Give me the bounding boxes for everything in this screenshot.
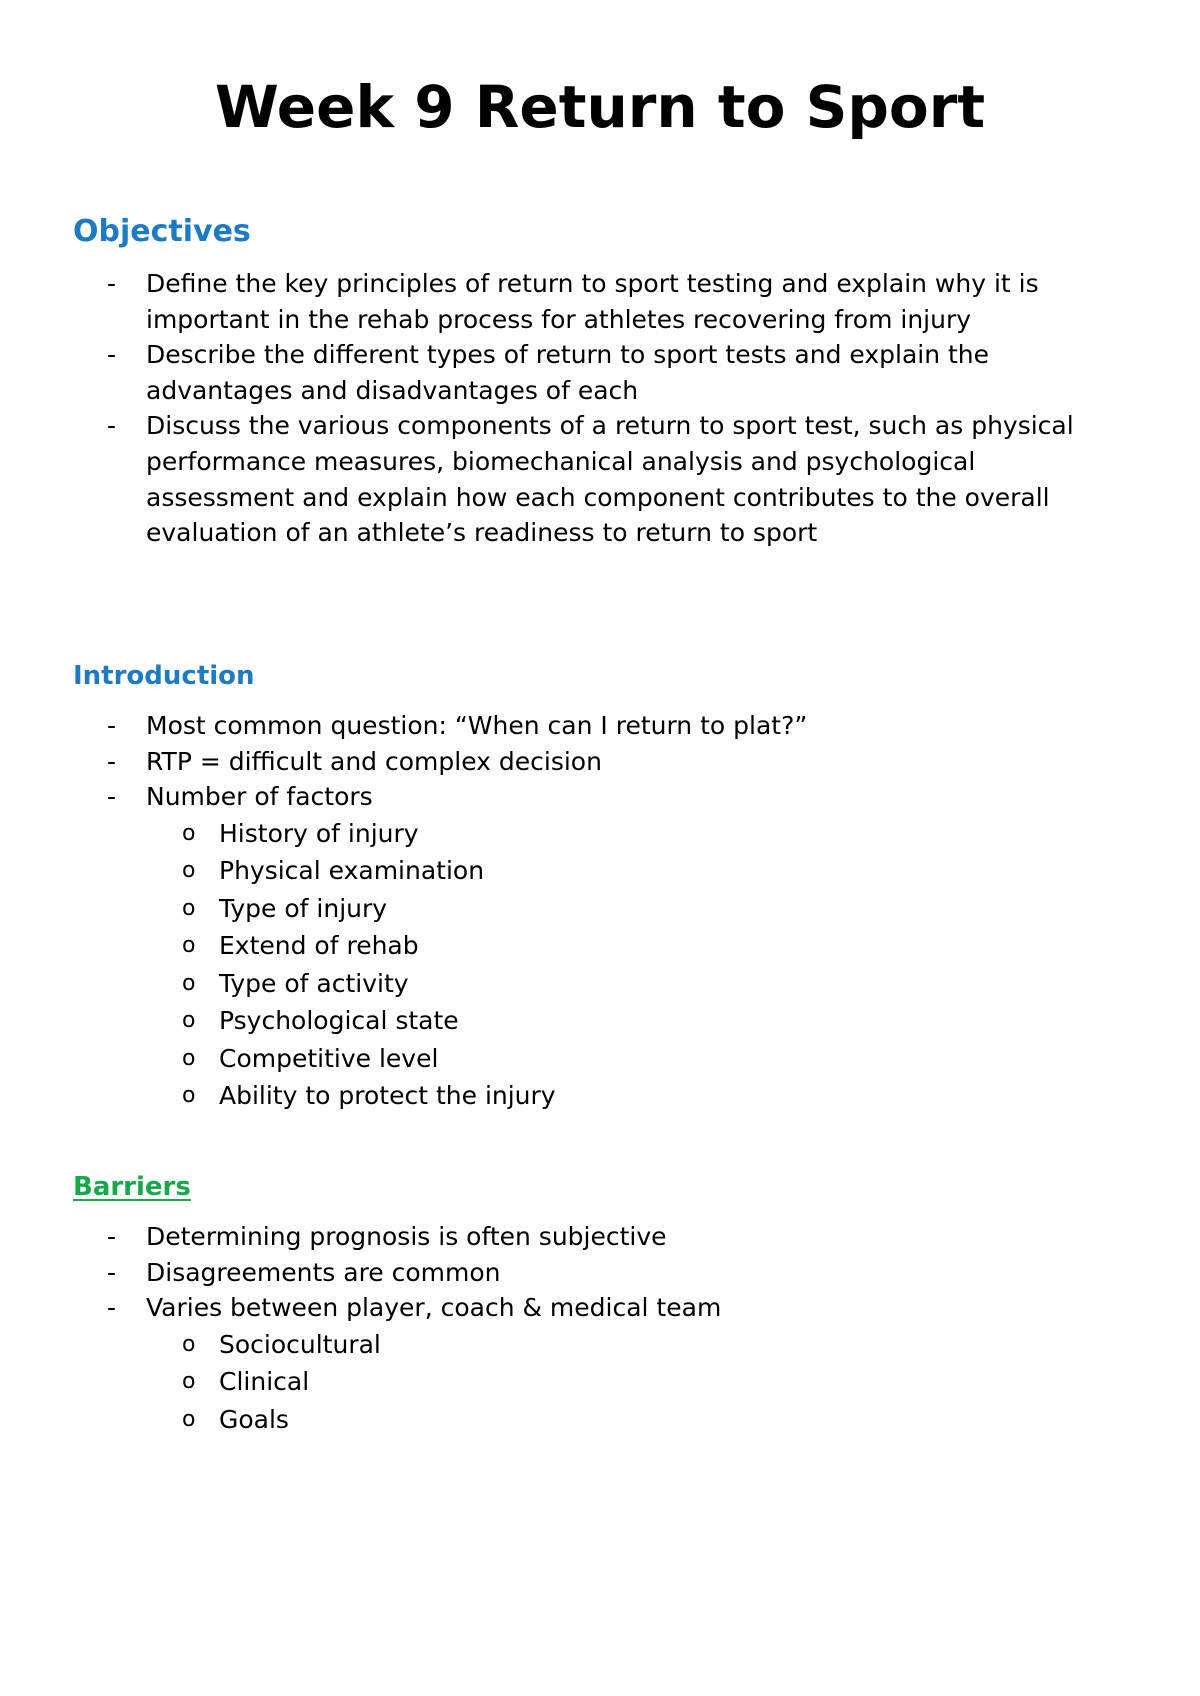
objective-text: Describe the different types of return to sport tests and explain the advantages and disadvantages of each: [146, 340, 990, 405]
sub-list-item: [0, 965, 1119, 1003]
objective-text: Discuss the various components of a return to sport test, such as physical performance measures, biomechanical analysis and psychological assessment and explain how each component contributes to the overall evaluation of an athlete’s readiness to return to sport: [146, 411, 1074, 548]
barrier-sub-text: Sociocultural: [219, 1329, 381, 1359]
dash-bullet: -: [107, 746, 117, 776]
introduction-list: [0, 708, 1126, 1115]
barrier-sub-text: Clinical: [219, 1367, 310, 1396]
sub-list-item: [0, 1040, 1119, 1078]
sub-list-item: [0, 1401, 1119, 1439]
dash-bullet: -: [107, 269, 117, 298]
dash-bullet: -: [107, 711, 117, 740]
factor-text: Competitive level: [219, 1043, 439, 1073]
introduction-text: RTP = difficult and complex decision: [146, 746, 602, 776]
list-item: [0, 337, 1106, 408]
dash-bullet: -: [107, 782, 117, 811]
circle-bullet: o: [182, 820, 196, 846]
objective-text: Define the key principles of return to sport testing and explain why it is important in the rehab process for athletes recovering from injury: [146, 269, 1039, 334]
barriers-heading: Barriers: [73, 1172, 191, 1202]
dash-bullet: -: [107, 340, 117, 370]
sub-list-item: [0, 1002, 1119, 1040]
list-item: [0, 266, 1136, 337]
objectives-heading: Objectives: [73, 214, 251, 249]
list-item: [0, 1219, 1126, 1255]
list-item: [0, 408, 1091, 550]
dash-bullet: -: [107, 1293, 117, 1322]
factor-text: Type of activity: [219, 968, 409, 998]
sub-list-item: [0, 815, 1119, 853]
circle-bullet: o: [182, 933, 196, 958]
factor-text: Psychological state: [219, 1006, 459, 1035]
circle-bullet: o: [182, 1406, 196, 1432]
sub-list-item: [0, 1363, 1119, 1401]
dash-bullet: -: [107, 1257, 117, 1287]
barrier-text: Disagreements are common: [146, 1257, 501, 1287]
introduction-heading: Introduction: [73, 661, 255, 691]
factor-text: Physical examination: [219, 856, 485, 885]
barrier-sub-text: Goals: [219, 1404, 289, 1434]
factor-text: Ability to protect the injury: [219, 1081, 556, 1110]
sub-list-item: [0, 1077, 1119, 1115]
introduction-text: Most common question: “When can I return to plat?”: [146, 711, 808, 740]
circle-bullet: o: [182, 1045, 196, 1071]
list-item: [0, 1290, 1126, 1326]
sub-list-item: [0, 1326, 1119, 1364]
sub-list-item: [0, 890, 1119, 928]
circle-bullet: o: [182, 858, 196, 883]
sub-list-item: [0, 852, 1119, 890]
list-item: [0, 744, 1126, 780]
list-item: [0, 708, 1126, 744]
circle-bullet: o: [182, 1083, 196, 1108]
dash-bullet: -: [107, 411, 117, 441]
barrier-text: Varies between player, coach & medical team: [146, 1293, 722, 1322]
barrier-text: Determining prognosis is often subjective: [146, 1222, 667, 1251]
factor-text: Extend of rehab: [219, 931, 419, 960]
circle-bullet: o: [182, 895, 196, 921]
circle-bullet: o: [182, 1331, 196, 1357]
list-item: [0, 1255, 1126, 1291]
page-title: Week 9 Return to Sport: [214, 73, 986, 141]
barriers-list: [0, 1219, 1126, 1438]
circle-bullet: o: [182, 1369, 196, 1394]
objectives-list: [0, 266, 1136, 551]
factor-text: Type of injury: [219, 893, 388, 923]
factor-text: History of injury: [219, 818, 419, 848]
sub-list-item: [0, 927, 1119, 965]
list-item: [0, 779, 1126, 815]
introduction-text: Number of factors: [146, 782, 373, 811]
dash-bullet: -: [107, 1222, 117, 1251]
circle-bullet: o: [182, 970, 196, 996]
circle-bullet: o: [182, 1008, 196, 1033]
